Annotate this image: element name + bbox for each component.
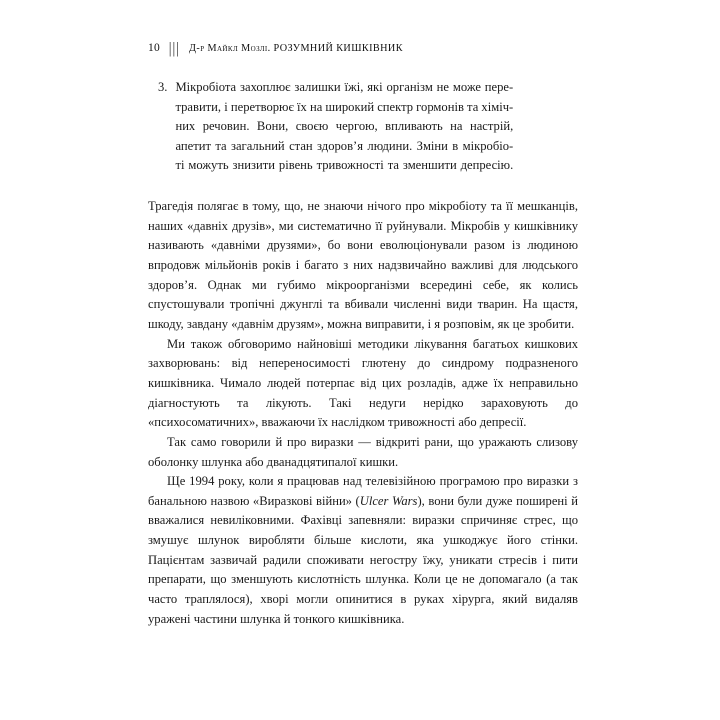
list-item-line: Мікробіота захоплює залишки їжі, які організм не може пере- (175, 80, 514, 94)
paragraph-spacer (148, 176, 578, 197)
list-item (148, 78, 578, 176)
running-title: Д-р Майкл Мозлі. РОЗУМНИЙ КИШКІВНИК (189, 42, 403, 54)
page-header (148, 40, 600, 56)
paragraph-with-title (148, 472, 578, 629)
list-item-text (175, 78, 513, 176)
list-item-line: ті можуть знизити рівень тривожності та зменшити депресію. (175, 158, 514, 173)
list-item-number: 3. (158, 80, 168, 94)
list-item-line: них речовин. Вони, своєю чергою, впливають на настрій, (175, 119, 514, 134)
page-body (148, 78, 578, 629)
header-separator-icon: ||| (168, 38, 181, 57)
list-item-line: апетит та загальний стан здоров’я людини. Зміни в мікробіо- (175, 138, 514, 153)
page-number: 10 (148, 42, 160, 54)
paragraph-text-after-title: ), вони були дуже поширені й вважалися невиліковними. Фахівці запевняли: виразки спричиняє стрес, що змушує шлунок виробляти більше кислоти, яка ушкоджує його стінки. Пацієнтам зазвичай радили споживати негостру їжу, уникати стресів і пити препарати, що зменшують кислотність шлунка. Коли це не допомагало (а так часто траплялося), хворі могли опинитися в руках хірурга, який видаляв уражені частини шлунка й тонкого кишківника. (148, 493, 578, 626)
paragraph-text-before-title: Ще 1994 року, коли я працював над телевізійною програмою про виразки з банальною назвою «Виразкові війни» ( (148, 474, 578, 508)
paragraph: Так само говорили й про виразки — відкриті рани, що уражають слизову оболонку шлунка або дванадцятипалої кишки. (148, 434, 578, 469)
paragraph: Трагедія полягає в тому, що, не знаючи нічого про мікробіоту та її мешканців, наших «давніх друзів», ми систематично її руйнували. Мікробів у кишківнику називають «давніми друзями», бо вони еволюціонували разом із людиною впродовж мільйонів років і багато з них надзвичайно важливі для людського здоров’я. Однак ми губимо мікроорганізми всередині себе, як колись спустошували тропічні джунглі та вбивали численні види тварин. На щастя, шкоду, завдану «давнім друзям», можна виправити, і я розповім, як це зробити. (148, 198, 578, 331)
book-title-italic: Ulcer Wars (359, 493, 418, 508)
list-item-line: травити, і перетворює їх на широкий спектр гормонів та хіміч- (175, 99, 514, 114)
paragraph: Ми також обговоримо найновіші методики лікування багатьох кишкових захворювань: від непереносимості глютену до синдрому подразненого кишківника. Чимало людей потерпає від цих розладів, адже їх неправильно діагностують та лікують. Такі недуги нерідко зараховують до «психосоматичних», вважаючи їх наслідком тривожності або депресії. (148, 336, 578, 430)
